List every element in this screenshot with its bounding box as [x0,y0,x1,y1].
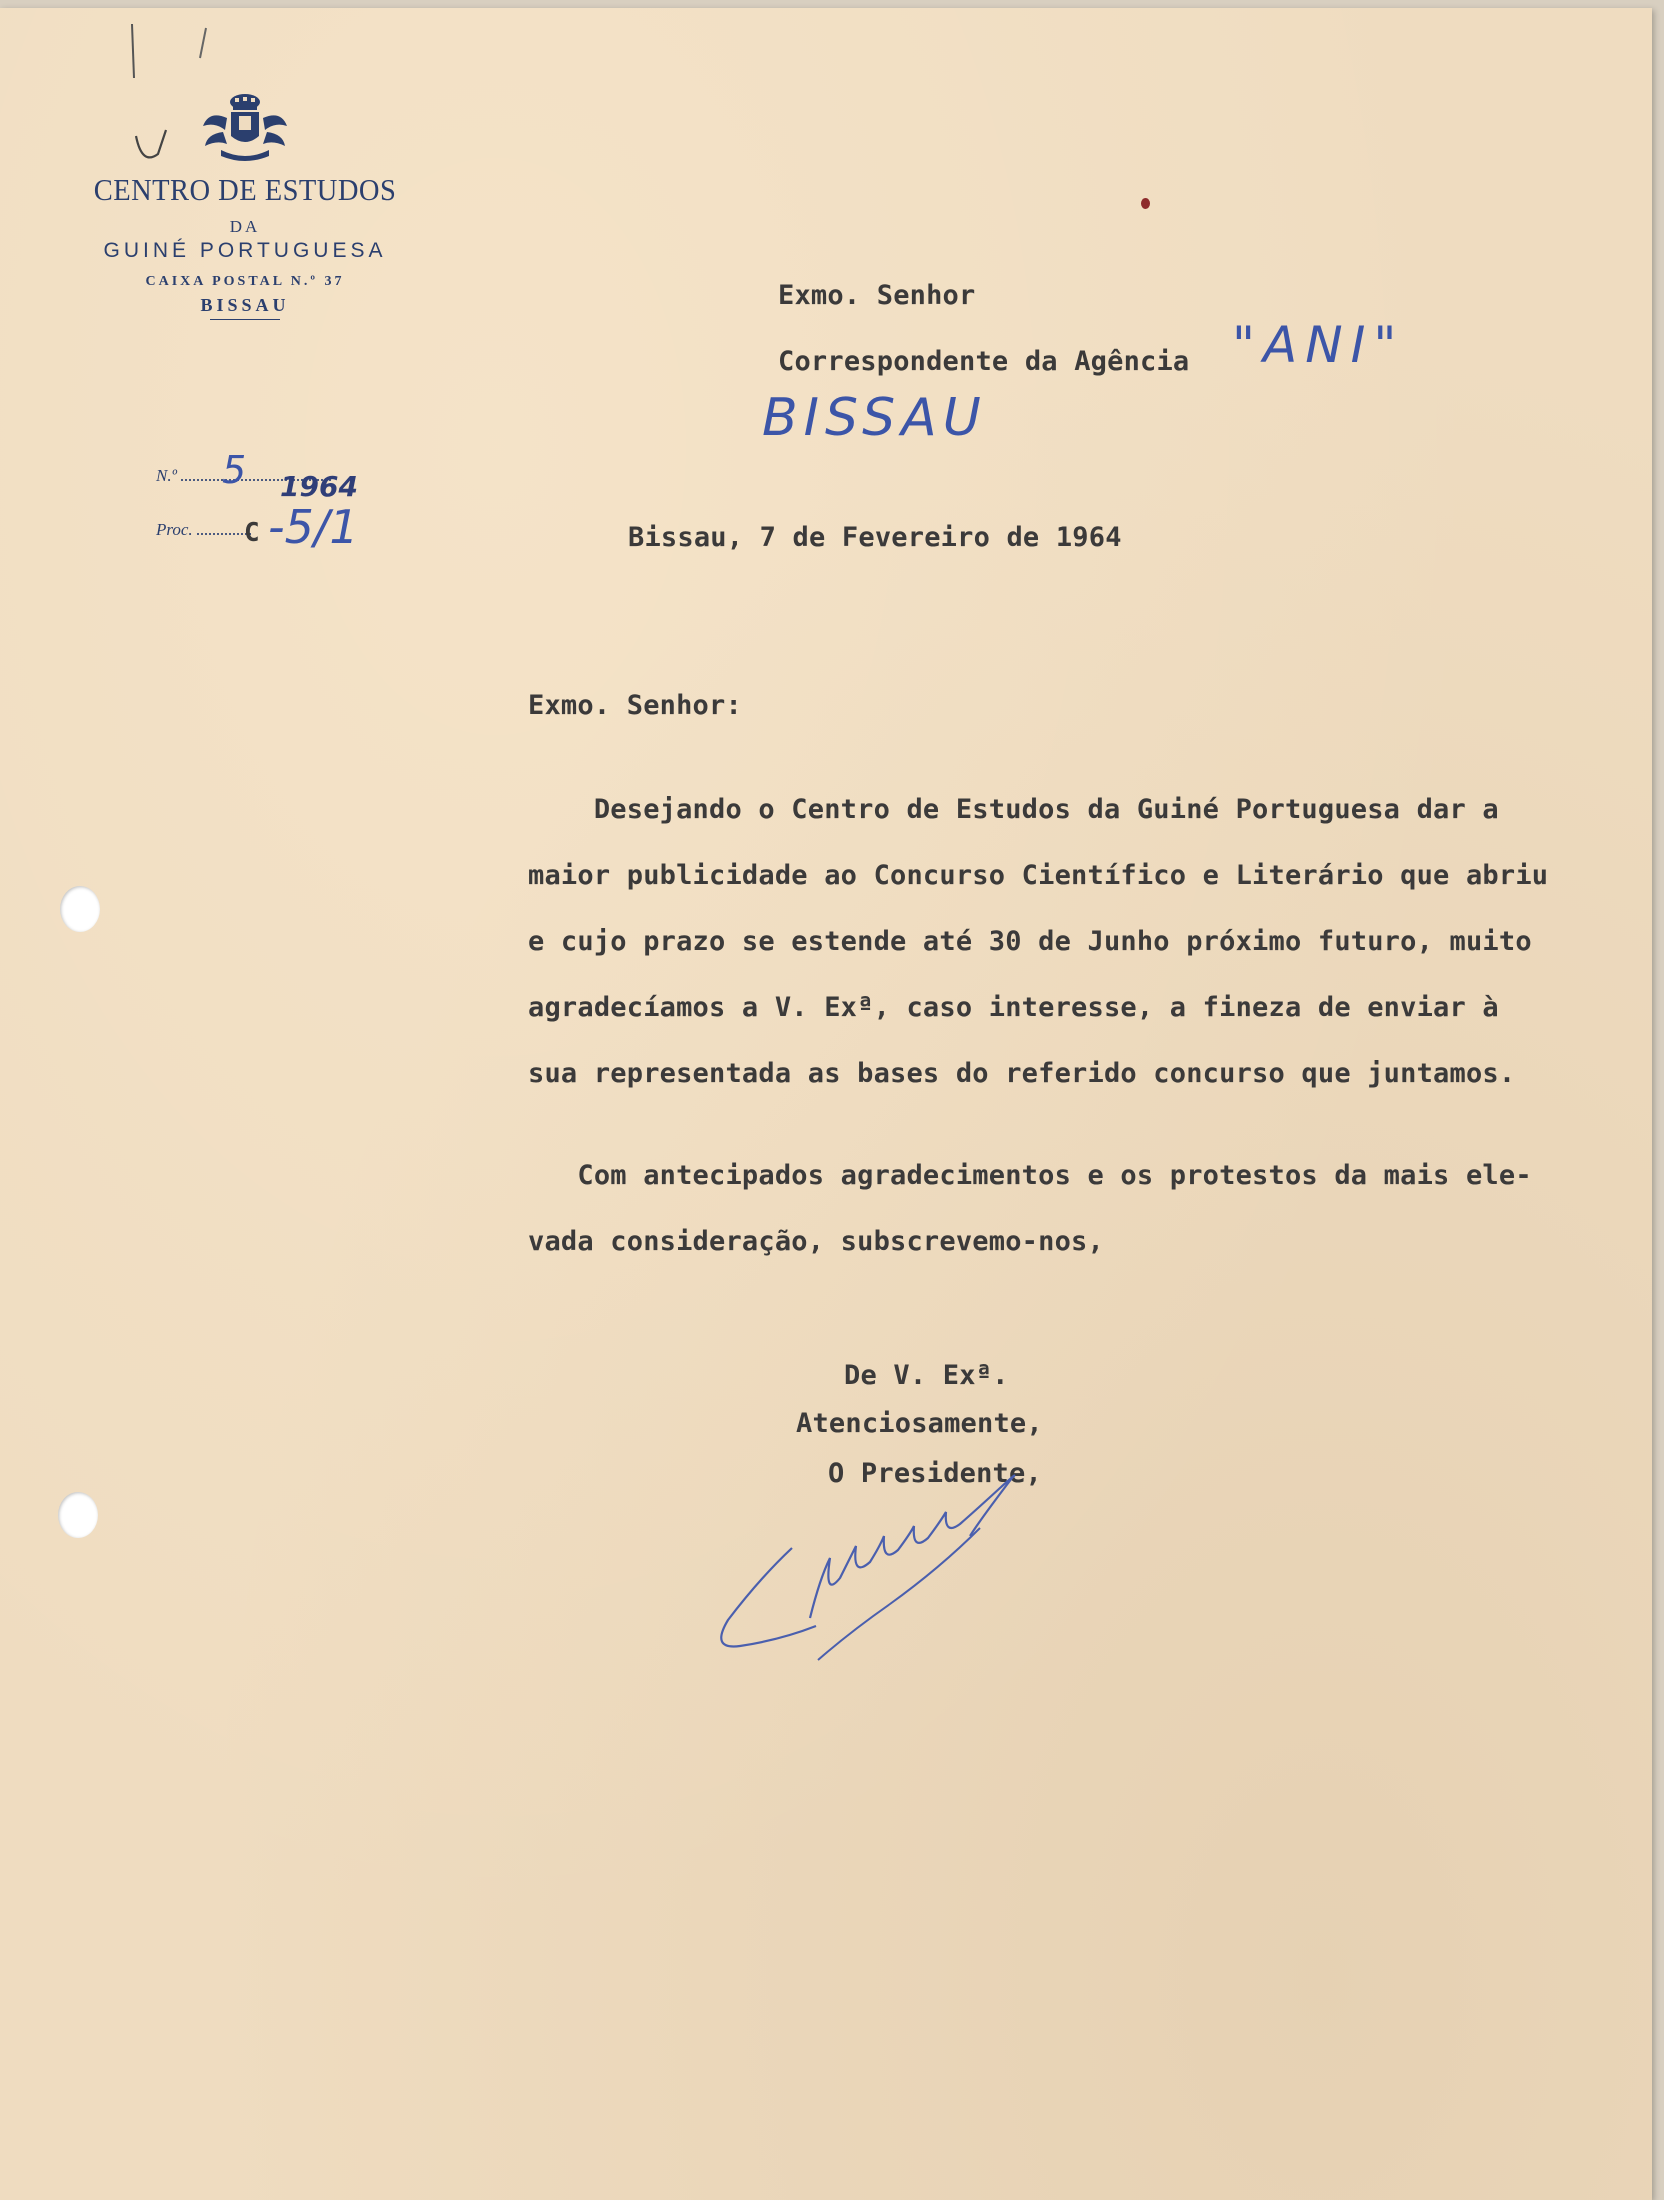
body-line: agradecíamos a V. Exª, caso interesse, a fineza de enviar à [528,992,1499,1023]
body-line: Desejando o Centro de Estudos da Guiné Portuguesa dar a [528,794,1499,825]
closing-line-1: De V. Exª. [844,1360,1009,1391]
body-line: maior publicidade ao Concurso Científico e Literário que abriu [528,860,1549,891]
reference-number-value: 5 [222,448,247,492]
addressee-line-1: Exmo. Senhor [778,280,976,311]
closing-line-3: O Presidente, [828,1458,1042,1489]
date-line: Bissau, 7 de Fevereiro de 1964 [628,522,1122,553]
org-city: BISSAU [200,295,290,315]
body-line: vada consideração, subscrevemo-nos, [528,1226,1104,1257]
letterhead [60,88,430,320]
org-da: DA [229,217,261,236]
org-title: CENTRO DE ESTUDOS [93,172,397,207]
reference-number-year: 1964 [280,470,358,503]
process-number-dots [197,533,251,535]
process-number-label: Proc. [156,520,193,539]
addressee-line-2: Correspondente da Agência [778,346,1190,377]
process-number [156,520,251,540]
process-number-letter: C [244,518,260,548]
addressee-agency-handwritten: "ANI" [1232,316,1405,374]
letter-sheet [0,8,1652,2200]
org-postbox: CAIXA POSTAL N.º 37 [145,274,345,289]
red-ink-dot [1141,198,1150,209]
process-number-value: -5/1 [268,500,359,554]
reference-number-label: N.º [156,466,177,485]
org-subtitle: GUINÉ PORTUGUESA [103,239,387,262]
body-line: sua representada as bases do referido concurso que juntamos. [528,1058,1516,1089]
body-line: e cujo prazo se estende até 30 de Junho próximo futuro, muito [528,926,1532,957]
body-line: Com antecipados agradecimentos e os protestos da mais ele- [528,1160,1532,1191]
addressee-city-handwritten: BISSAU [762,388,987,448]
handwritten-signature [700,1428,1160,1708]
salutation: Exmo. Senhor: [528,690,742,721]
punch-hole-bottom [58,1492,98,1538]
closing-line-2: Atenciosamente, [796,1408,1043,1439]
coat-of-arms-icon [197,88,293,166]
punch-hole-top [60,886,100,932]
letterhead-rule [210,319,280,320]
